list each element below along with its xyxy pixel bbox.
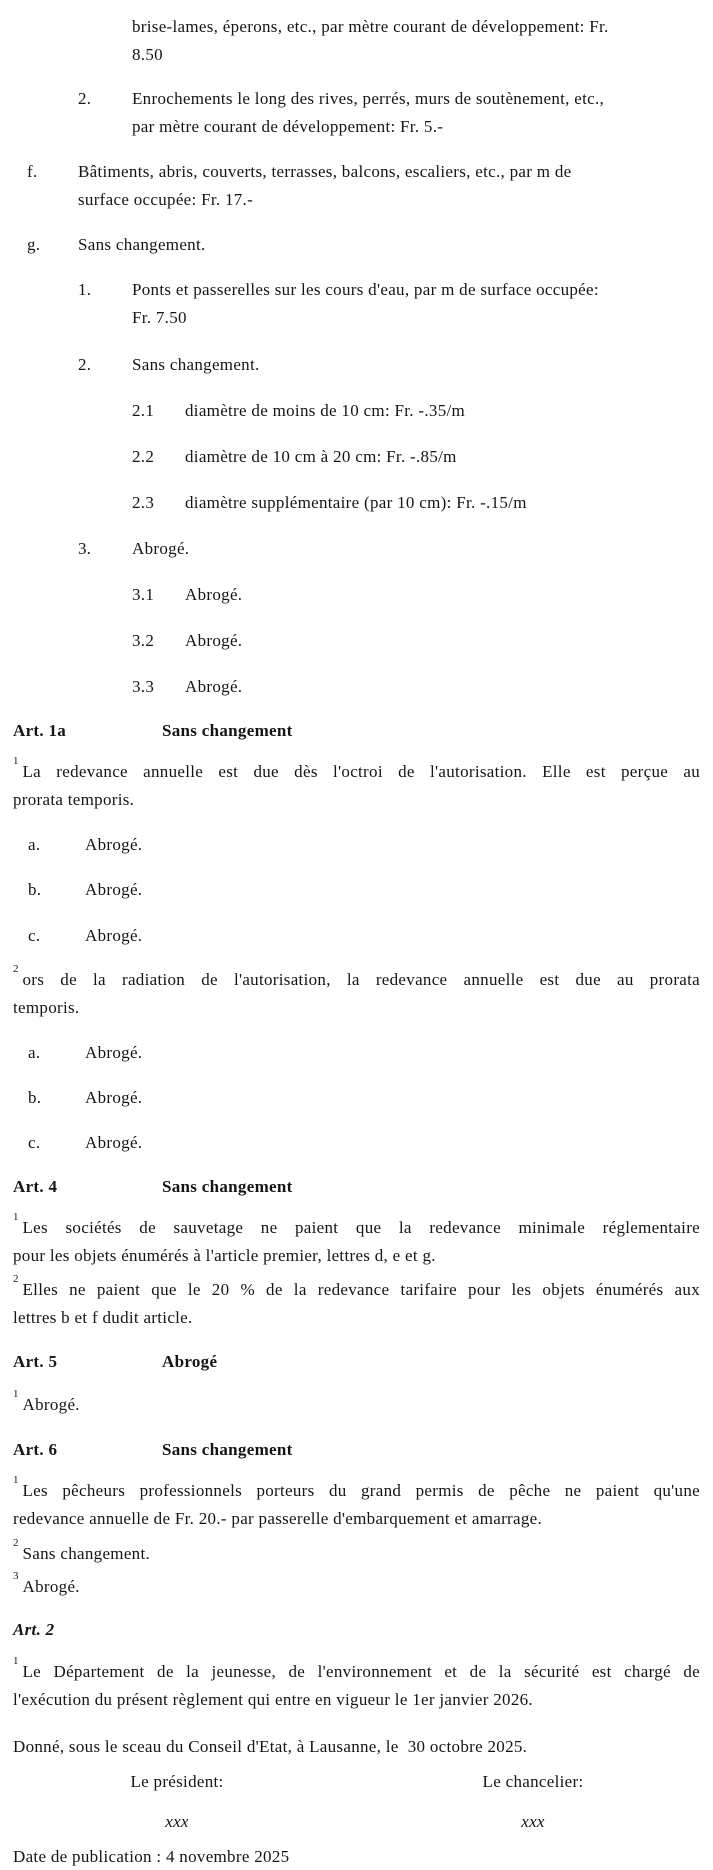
list-item <box>13 1084 700 1112</box>
list-marker: 3. <box>78 539 92 558</box>
paragraph-superscript: 3 <box>13 1570 19 1583</box>
list-marker: c. <box>28 1133 41 1152</box>
list-item <box>13 876 700 904</box>
list-item-line: Abrogé. <box>85 880 143 899</box>
paragraph-line: Date de publication : 4 novembre 2025 <box>13 1847 290 1866</box>
article-title: Sans changement <box>162 721 293 740</box>
paragraph-line: Abrogé. <box>22 1577 80 1596</box>
article-number: Art. 2 <box>13 1620 55 1639</box>
signature-president-placeholder: xxx <box>165 1812 189 1831</box>
list-marker: b. <box>28 880 42 899</box>
list-item-line: Abrogé. <box>132 539 190 558</box>
list-marker: c. <box>28 926 41 945</box>
signature-chancellor-label: Le chancelier: <box>482 1772 584 1791</box>
list-item-line: Abrogé. <box>85 835 143 854</box>
paragraph-line: Les pêcheurs professionnels porteurs du grand permis de pêche ne paient qu'une <box>22 1481 700 1500</box>
list-item <box>13 397 700 425</box>
list-marker: a. <box>28 835 41 854</box>
article-heading <box>13 1348 700 1376</box>
list-item-line: Fr. 7.50 <box>132 308 187 327</box>
paragraph-line: redevance annuelle de Fr. 20.- par passerelle d'embarquement et amarrage. <box>13 1509 543 1528</box>
article-heading <box>13 717 700 745</box>
paragraph-superscript: 1 <box>13 1655 19 1668</box>
paragraph-superscript: 2 <box>13 963 19 976</box>
paragraph-superscript: 1 <box>13 755 19 768</box>
list-item <box>13 276 700 332</box>
paragraph <box>13 1388 700 1419</box>
paragraph-line: Le Département de la jeunesse, de l'environnement et de la sécurité est chargé de <box>22 1662 700 1681</box>
list-item <box>13 158 700 214</box>
paragraph-superscript: 1 <box>13 1388 19 1401</box>
paragraph-line: La redevance annuelle est due dès l'octroi de l'autorisation. Elle est perçue au <box>22 762 700 781</box>
list-item-line: Sans changement. <box>132 355 260 374</box>
article-title: Sans changement <box>162 1177 293 1196</box>
list-item <box>13 673 700 701</box>
list-item <box>13 489 700 517</box>
list-item <box>13 627 700 655</box>
paragraph-line: Elles ne paient que le 20 % de la redevance tarifaire pour les objets énumérés aux <box>22 1280 700 1299</box>
paragraph-line: prorata temporis. <box>13 790 135 809</box>
list-item-line: par mètre courant de développement: Fr. 5.- <box>132 117 444 136</box>
paragraph-line: Les sociétés de sauvetage ne paient que la redevance minimale réglementaire <box>22 1218 700 1237</box>
paragraph-line: Sans changement. <box>22 1544 151 1563</box>
list-item <box>13 535 700 563</box>
list-item-line: Abrogé. <box>185 585 243 604</box>
list-item <box>13 443 700 471</box>
list-item <box>13 581 700 609</box>
article-title: Sans changement <box>162 1440 293 1459</box>
list-item-line: brise-lames, éperons, etc., par mètre courant de développement: Fr. <box>132 17 609 36</box>
list-item <box>13 13 700 69</box>
paragraph <box>13 755 700 814</box>
list-marker: 3.3 <box>132 677 155 696</box>
paragraph <box>13 963 700 1022</box>
signature-labels-row <box>13 1768 700 1796</box>
list-item-line: Abrogé. <box>85 926 143 945</box>
paragraph-line: lettres b et f dudit article. <box>13 1308 193 1327</box>
list-item-line: Ponts et passerelles sur les cours d'eau, par m de surface occupée: <box>132 280 599 299</box>
list-marker: a. <box>28 1043 41 1062</box>
paragraph-line: l'exécution du présent règlement qui entre en vigueur le 1er janvier 2026. <box>13 1690 533 1709</box>
article-number: Art. 5 <box>13 1352 58 1371</box>
paragraph-line: temporis. <box>13 998 80 1017</box>
list-item-line: diamètre de 10 cm à 20 cm: Fr. -.85/m <box>185 447 457 466</box>
paragraph-line: ors de la radiation de l'autorisation, la redevance annuelle est due au prorata <box>22 970 700 989</box>
list-item <box>13 1039 700 1067</box>
list-item <box>13 231 700 259</box>
paragraph-line: Donné, sous le sceau du Conseil d'Etat, à Lausanne, le 30 octobre 2025. <box>13 1737 528 1756</box>
paragraph-superscript: 2 <box>13 1273 19 1286</box>
article-number: Art. 6 <box>13 1440 58 1459</box>
paragraph-superscript: 1 <box>13 1211 19 1224</box>
list-item-line: Abrogé. <box>85 1133 143 1152</box>
paragraph <box>13 1273 700 1332</box>
list-marker: g. <box>27 235 41 254</box>
list-marker: 2. <box>78 355 92 374</box>
list-item-line: Abrogé. <box>185 677 243 696</box>
paragraph <box>13 1537 700 1568</box>
paragraph-line: Abrogé. <box>22 1395 80 1414</box>
paragraph <box>13 1655 700 1714</box>
paragraph-superscript: 2 <box>13 1537 19 1550</box>
list-item <box>13 922 700 950</box>
list-marker: 2.1 <box>132 401 155 420</box>
signature-placeholders-row <box>13 1808 700 1836</box>
list-item <box>13 831 700 859</box>
article-number: Art. 1a <box>13 721 67 740</box>
list-marker: b. <box>28 1088 42 1107</box>
article-number: Art. 4 <box>13 1177 58 1196</box>
list-item-line: Abrogé. <box>85 1043 143 1062</box>
list-item <box>13 351 700 379</box>
paragraph <box>13 1733 700 1761</box>
list-item-line: Abrogé. <box>185 631 243 650</box>
list-marker: 3.1 <box>132 585 155 604</box>
signature-chancellor-placeholder: xxx <box>521 1812 545 1831</box>
article-heading <box>13 1436 700 1464</box>
list-marker: 2. <box>78 89 92 108</box>
paragraph-line: pour les objets énumérés à l'article premier, lettres d, e et g. <box>13 1246 436 1265</box>
list-marker: 1. <box>78 280 92 299</box>
signature-president-label: Le président: <box>130 1772 224 1791</box>
article-heading <box>13 1616 700 1644</box>
list-item-line: Sans changement. <box>78 235 206 254</box>
article-heading <box>13 1173 700 1201</box>
list-marker <box>78 13 132 69</box>
list-item-line: Abrogé. <box>85 1088 143 1107</box>
paragraph-superscript: 1 <box>13 1474 19 1487</box>
publication-date <box>13 1843 700 1870</box>
list-marker: 3.2 <box>132 631 155 650</box>
paragraph <box>13 1474 700 1533</box>
list-item-line: surface occupée: Fr. 17.- <box>78 190 254 209</box>
list-item-line: diamètre de moins de 10 cm: Fr. -.35/m <box>185 401 466 420</box>
list-item-line: Enrochements le long des rives, perrés, murs de soutènement, etc., <box>132 89 605 108</box>
list-marker: f. <box>27 162 38 181</box>
list-item <box>13 1129 700 1157</box>
list-item-line: diamètre supplémentaire (par 10 cm): Fr. -.15/m <box>185 493 527 512</box>
paragraph <box>13 1570 700 1601</box>
list-marker: 2.3 <box>132 493 155 512</box>
list-item <box>13 85 700 141</box>
article-title: Abrogé <box>162 1352 218 1371</box>
list-marker: 2.2 <box>132 447 155 466</box>
paragraph <box>13 1211 700 1270</box>
list-item-line: Bâtiments, abris, couverts, terrasses, balcons, escaliers, etc., par m de <box>78 162 572 181</box>
list-item-line: 8.50 <box>132 45 163 64</box>
